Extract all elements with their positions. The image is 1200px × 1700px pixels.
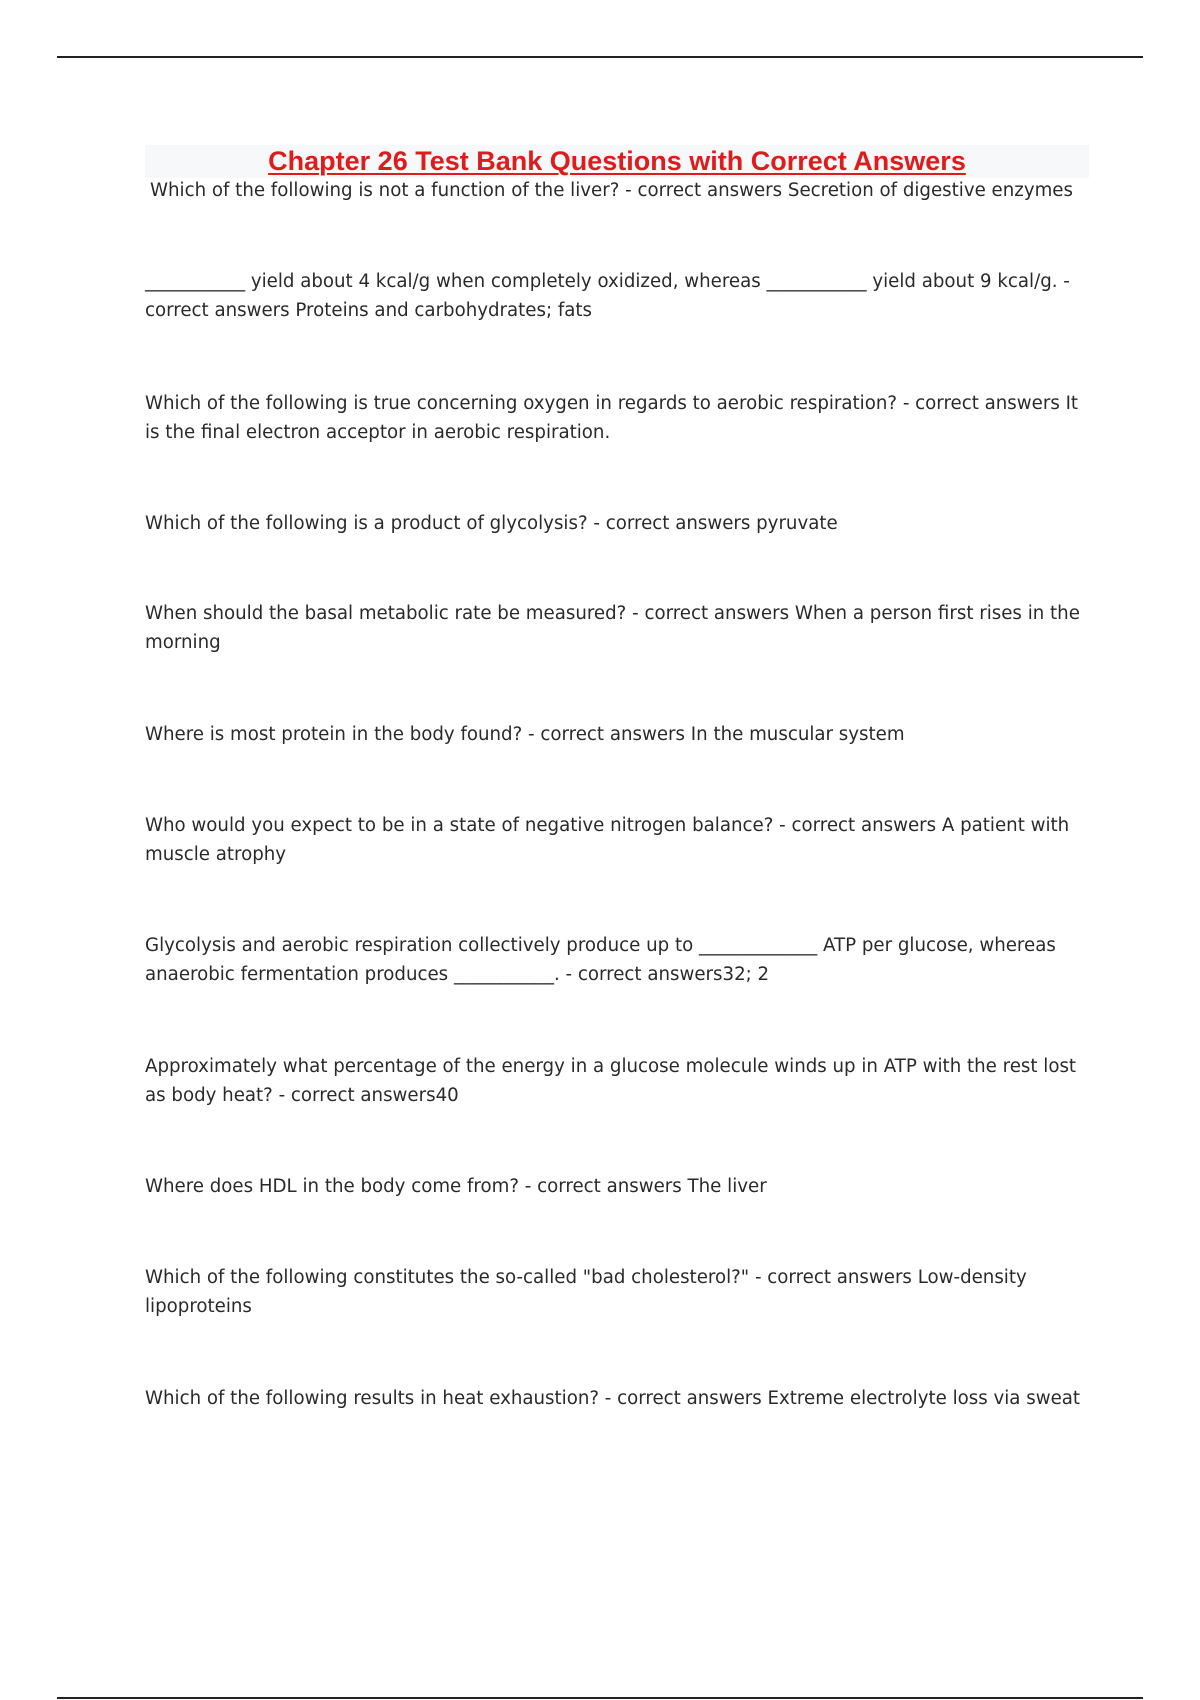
- qa-item: Which of the following is not a function of the liver? - correct answers Secretion of digestive enzymes: [150, 180, 1073, 201]
- qa-item: Glycolysis and aerobic respiration collectively produce up to _____________ ATP per glucose, whereas anaerobic fermentation produces ___________. - correct answers32; 2: [145, 935, 1056, 985]
- qa-item: Which of the following constitutes the so-called "bad cholesterol?" - correct answers Low-density lipoproteins: [145, 1267, 1027, 1317]
- footer-rule: [57, 1697, 1143, 1699]
- header-rule: [57, 56, 1143, 58]
- qa-item: ___________ yield about 4 kcal/g when completely oxidized, whereas ___________ yield about 9 kcal/g. - correct answers Proteins and carbohydrates; fats: [145, 271, 1070, 321]
- document-title: Chapter 26 Test Bank Questions with Correct Answers: [268, 146, 966, 176]
- qa-item: Approximately what percentage of the energy in a glucose molecule winds up in ATP with the rest lost as body heat? - correct answers40: [145, 1056, 1077, 1106]
- qa-item: Where does HDL in the body come from? - correct answers The liver: [145, 1176, 767, 1197]
- qa-item: When should the basal metabolic rate be measured? - correct answers When a person first rises in the morning: [145, 603, 1080, 653]
- qa-item: Where is most protein in the body found? - correct answers In the muscular system: [145, 724, 905, 745]
- qa-item: Which of the following results in heat exhaustion? - correct answers Extreme electrolyte loss via sweat: [145, 1388, 1081, 1409]
- qa-item: Which of the following is true concerning oxygen in regards to aerobic respiration? - correct answers It is the final electron acceptor in aerobic respiration.: [145, 393, 1079, 443]
- qa-item: Who would you expect to be in a state of negative nitrogen balance? - correct answers A patient with muscle atrophy: [145, 815, 1070, 865]
- qa-item: Which of the following is a product of glycolysis? - correct answers pyruvate: [145, 513, 838, 534]
